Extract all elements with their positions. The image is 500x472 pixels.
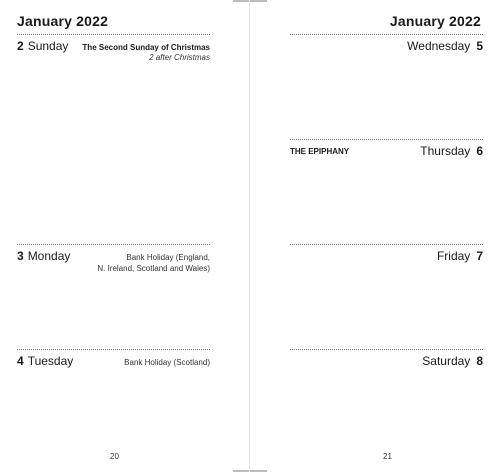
day-entry-sunday [17,39,68,53]
day-number: 7 [476,249,483,263]
day-divider [17,349,210,350]
day-divider [17,34,210,35]
day-note: The Second Sunday of Christmas [82,43,210,52]
day-name: Friday [436,249,471,263]
month-title-left: January 2022 [17,13,109,29]
day-entry-saturday [422,354,483,368]
page-number-left: 20 [110,452,119,461]
day-number: 3 [17,249,24,263]
day-entry-friday [437,249,483,263]
day-name: Wednesday [407,39,471,53]
day-note: N. Ireland, Scotland and Wales) [97,264,210,273]
day-divider [290,244,483,245]
day-note: Bank Holiday (England, [126,253,210,262]
day-note: Bank Holiday (Scotland) [124,358,210,367]
day-note: 2 after Christmas [149,53,210,62]
day-divider [290,34,483,35]
day-entry-monday [17,249,70,263]
day-entry-wednesday [407,39,483,53]
day-name: Tuesday [27,354,74,368]
day-number: 8 [476,354,483,368]
day-divider [290,139,483,140]
day-name: Saturday [422,354,471,368]
month-title-right: January 2022 [389,13,481,29]
day-number: 6 [476,144,483,158]
feast-label: THE EPIPHANY [290,147,350,156]
day-number: 4 [17,354,24,368]
day-number: 2 [17,39,24,53]
day-name: Monday [27,249,71,263]
day-divider [290,349,483,350]
right-page [250,0,500,472]
day-name: Thursday [420,144,471,158]
day-entry-tuesday [17,354,73,368]
day-entry-thursday [420,144,483,158]
day-number: 5 [476,39,483,53]
day-divider [17,244,210,245]
page-number-right: 21 [383,452,392,461]
day-name: Sunday [27,39,69,53]
